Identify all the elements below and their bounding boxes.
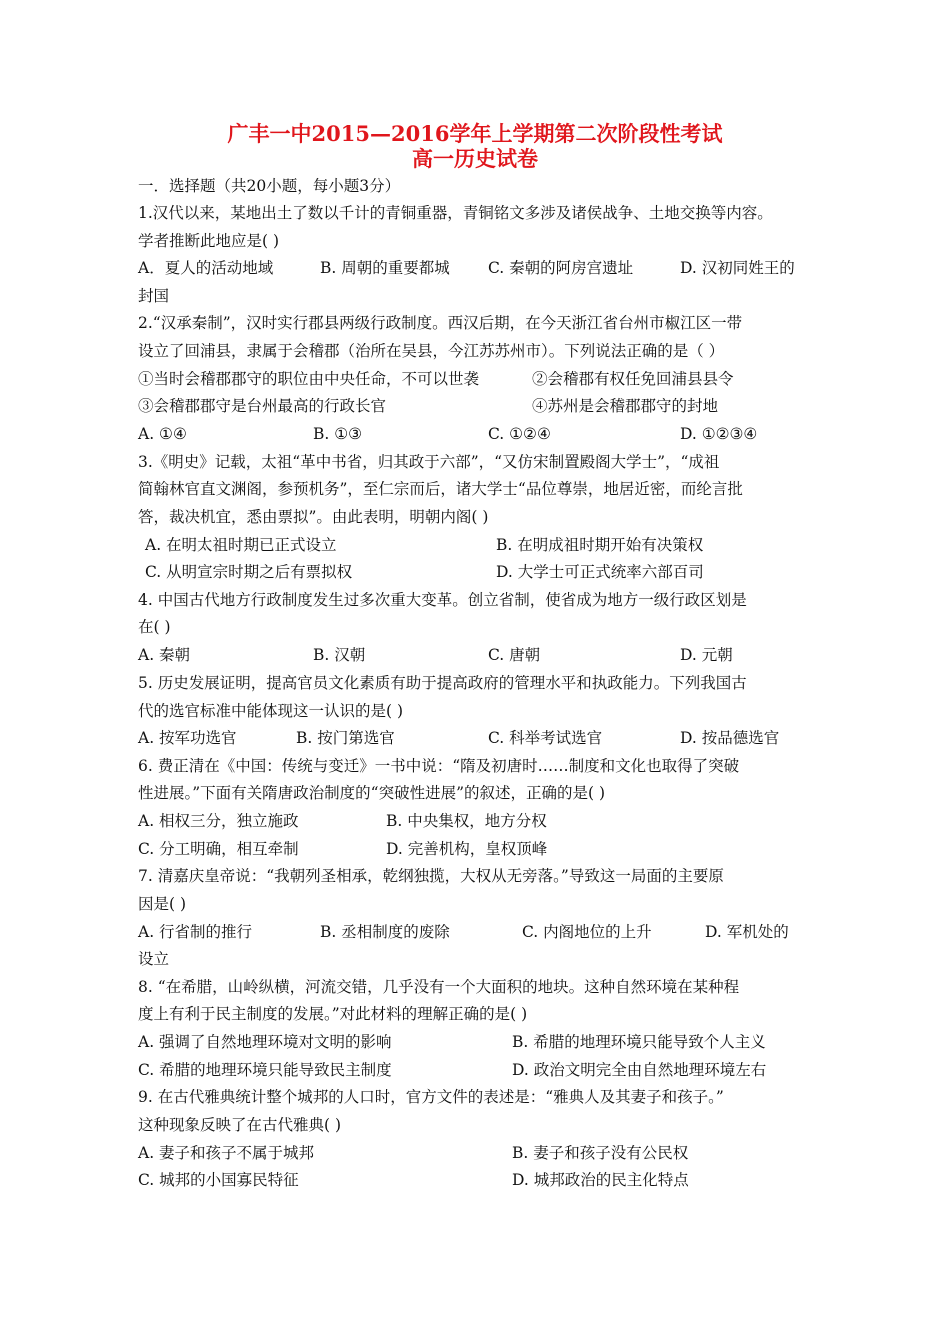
option-b[interactable]: B. 希腊的地理环境只能导致个人主义 [512,1033,766,1051]
question-stem-line: 答，裁决机宜，悉由票拟”。由此表明，明朝内阁( ) [138,508,489,526]
question-stem-line: 2.“汉承秦制”，汉时实行郡县两级行政制度。西汉后期，在今天浙江省台州市椒江区一带 [138,314,743,332]
option-d[interactable]: D. 元朝 [680,646,733,664]
option-a[interactable]: A．夏人的活动地域 [138,259,274,277]
option-c[interactable]: C. 城邦的小国寡民特征 [138,1171,299,1189]
question-stem-line: 7. 清嘉庆皇帝说：“我朝列圣相承，乾纲独揽，大权从无旁落。”导致这一局面的主要原 [138,867,724,885]
option-a[interactable]: A. ①④ [138,425,187,443]
question-stem-line: 设立了回浦县，隶属于会稽郡（治所在吴县，今江苏苏州市）。下列说法正确的是（ ） [138,342,725,360]
option-c[interactable]: C. 内阁地位的上升 [522,923,652,941]
exam-subtitle: 高一历史试卷 [412,146,538,171]
question-stem-line: 5. 历史发展证明，提高官员文化素质有助于提高政府的管理水平和执政能力。下列我国古 [138,674,747,692]
question-stem-line: 因是( ) [138,895,187,913]
option-b[interactable]: B. 周朝的重要都城 [320,259,450,277]
option-c[interactable]: C. 从明宣宗时期之后有票拟权 [145,563,353,581]
option-b[interactable]: B. 汉朝 [313,646,366,664]
option-c[interactable]: C. ①②④ [488,425,551,443]
question-stem-line: 3.《明史》记载，太祖“革中书省，归其政于六部”，“又仿宋制置殿阁大学士”，“成祖 [138,453,720,471]
section-heading: 一．选择题（共20小题，每小题3分） [138,177,401,195]
question-stem-line: 1.汉代以来，某地出土了数以千计的青铜重器，青铜铭文多涉及诸侯战争、土地交换等内容。 [138,204,773,222]
statement-3: ③会稽郡郡守是台州最高的行政长官 [138,397,387,415]
option-d[interactable]: D. 城邦政治的民主化特点 [512,1171,689,1189]
question-stem-line: 学者推断此地应是( ) [138,232,280,250]
option-c[interactable]: C. 科举考试选官 [488,729,603,747]
option-a[interactable]: A. 妻子和孩子不属于城邦 [138,1144,315,1162]
option-c[interactable]: C. 分工明确，相互牵制 [138,840,299,858]
question-stem-line: 度上有利于民主制度的发展。”对此材料的理解正确的是( ) [138,1005,528,1023]
exam-title: 广丰一中2015—2016学年上学期第二次阶段性考试 [227,121,723,146]
question-stem-line: 8. “在希腊，山岭纵横，河流交错，几乎没有一个大面积的地块。这种自然环境在某种程 [138,978,740,996]
option-b[interactable]: B. 丞相制度的废除 [320,923,450,941]
question-stem-line: 4. 中国古代地方行政制度发生过多次重大变革。创立省制，使省成为地方一级行政区划是 [138,591,747,609]
statement-1: ①当时会稽郡郡守的职位由中央任命，不可以世袭 [138,370,480,388]
option-continuation: 设立 [138,950,170,968]
question-stem-line: 代的选官标准中能体现这一认识的是( ) [138,702,404,720]
option-c[interactable]: C. 希腊的地理环境只能导致民主制度 [138,1061,392,1079]
option-d[interactable]: D. 政治文明完全由自然地理环境左右 [512,1061,767,1079]
option-d[interactable]: D. 按品德选官 [680,729,780,747]
option-a[interactable]: A. 秦朝 [138,646,191,664]
statement-4: ④苏州是会稽郡郡守的封地 [532,397,719,415]
question-stem-line: 6. 费正清在《中国：传统与变迁》一书中说：“隋及初唐时……制度和文化也取得了突破 [138,757,740,775]
option-d[interactable]: D. ①②③④ [680,425,758,443]
option-d[interactable]: D. 大学士可正式统率六部百司 [496,563,704,581]
option-c[interactable]: C. 秦朝的阿房宫遗址 [488,259,634,277]
option-a[interactable]: A. 在明太祖时期已正式设立 [145,536,337,554]
option-a[interactable]: A. 相权三分，独立施政 [138,812,299,830]
option-a[interactable]: A. 强调了自然地理环境对文明的影响 [138,1033,392,1051]
option-a[interactable]: A. 行省制的推行 [138,923,253,941]
question-stem-line: 简翰林官直文渊阁，参预机务”，至仁宗而后，诸大学士“品位尊崇，地居近密，而纶言批 [138,480,743,498]
option-c[interactable]: C. 唐朝 [488,646,541,664]
option-b[interactable]: B. 妻子和孩子没有公民权 [512,1144,689,1162]
option-b[interactable]: B. 按门第选官 [296,729,395,747]
statement-2: ②会稽郡有权任免回浦县县令 [532,370,734,388]
option-d[interactable]: D. 军机处的 [705,923,789,941]
question-stem-line: 在( ) [138,618,171,636]
option-b[interactable]: B. 中央集权，地方分权 [386,812,547,830]
option-d[interactable]: D. 汉初同姓王的 [680,259,795,277]
question-stem-line: 性进展。”下面有关隋唐政治制度的“突破性进展”的叙述，正确的是( ) [138,784,606,802]
question-stem-line: 9. 在古代雅典统计整个城邦的人口时，官方文件的表述是：“雅典人及其妻子和孩子。” [138,1088,724,1106]
option-d[interactable]: D. 完善机构，皇权顶峰 [386,840,548,858]
question-stem-line: 这种现象反映了在古代雅典( ) [138,1116,342,1134]
option-b[interactable]: B. 在明成祖时期开始有决策权 [496,536,704,554]
option-continuation: 封国 [138,287,170,305]
option-a[interactable]: A. 按军功选官 [138,729,237,747]
option-b[interactable]: B. ①③ [313,425,363,443]
